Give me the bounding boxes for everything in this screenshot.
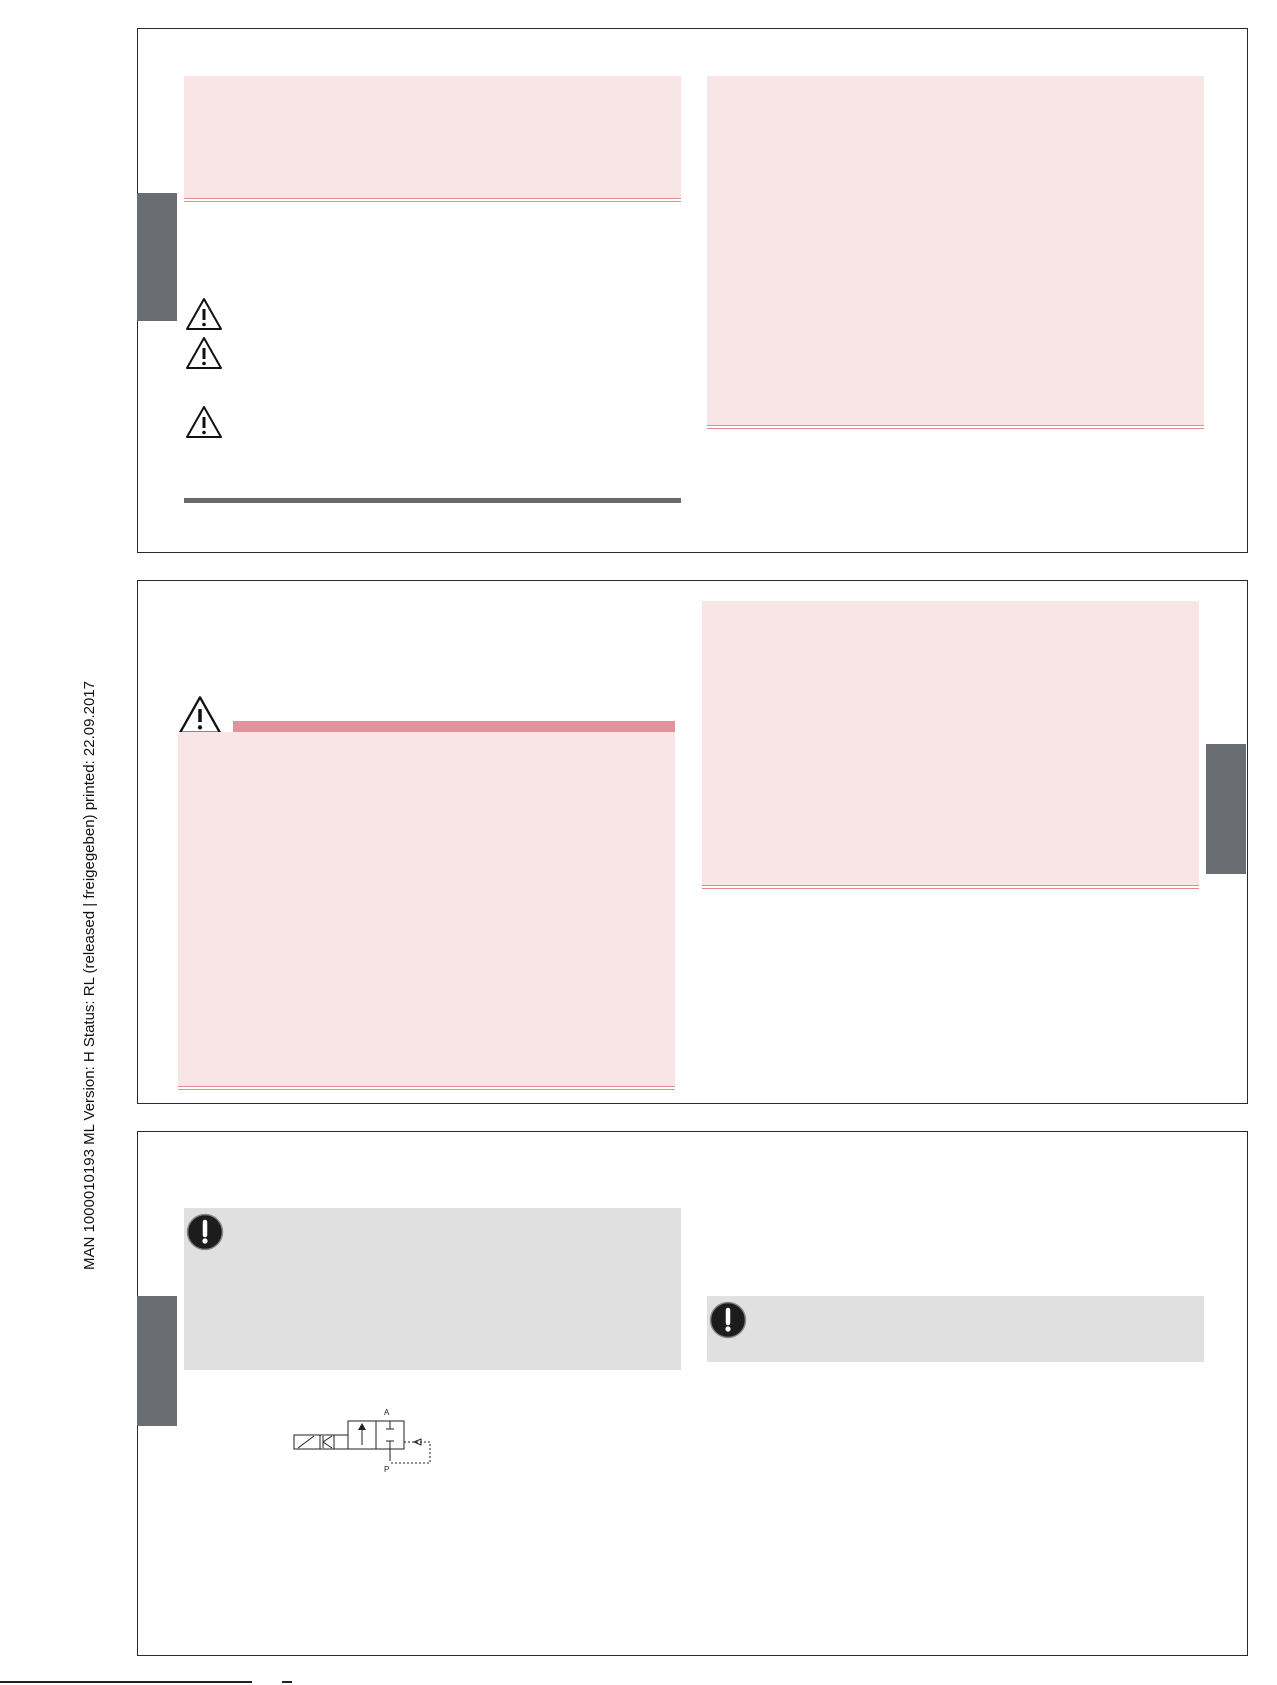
section-tab-right: [1206, 744, 1246, 874]
pink-box-middle-right: [702, 601, 1199, 885]
red-rule-top-right-2: [707, 428, 1204, 429]
section-tab-left-1: [137, 193, 177, 321]
red-rule-top-left-2: [184, 201, 681, 202]
exclamation-circle-icon: [709, 1301, 747, 1339]
section-divider: [184, 498, 681, 503]
warning-icon: [185, 336, 223, 370]
document-status-label: MAN 1000010193 ML Version: H Status: RL (released | freigegeben) printed: 22.09.2017: [81, 681, 98, 1270]
port-label-p: P: [384, 1465, 390, 1474]
notice-box-left: [184, 1208, 681, 1370]
port-label-a: A: [384, 1408, 390, 1417]
valve-schematic: [280, 1405, 440, 1475]
exclamation-circle-icon: [186, 1213, 224, 1251]
red-rule-top-right-1: [707, 425, 1204, 426]
section-tab-left-3: [137, 1296, 177, 1426]
footer-mark: [282, 1681, 292, 1683]
red-rule-top-left-1: [184, 198, 681, 199]
warning-icon: [185, 405, 223, 439]
pink-box-top-left: [184, 76, 681, 198]
warning-icon: [185, 297, 223, 331]
notice-box-right: [707, 1296, 1204, 1362]
footer-rule: [0, 1681, 252, 1683]
red-rule-middle-left-1: [178, 1086, 675, 1087]
pink-box-middle-left: [178, 732, 675, 1086]
red-rule-middle-left-2: [178, 1089, 675, 1090]
pink-box-top-right: [707, 76, 1204, 425]
warning-icon: [177, 695, 223, 735]
warning-heading-bar: [233, 721, 675, 732]
red-rule-middle-right-2: [702, 888, 1199, 889]
red-rule-middle-right-1: [702, 885, 1199, 886]
